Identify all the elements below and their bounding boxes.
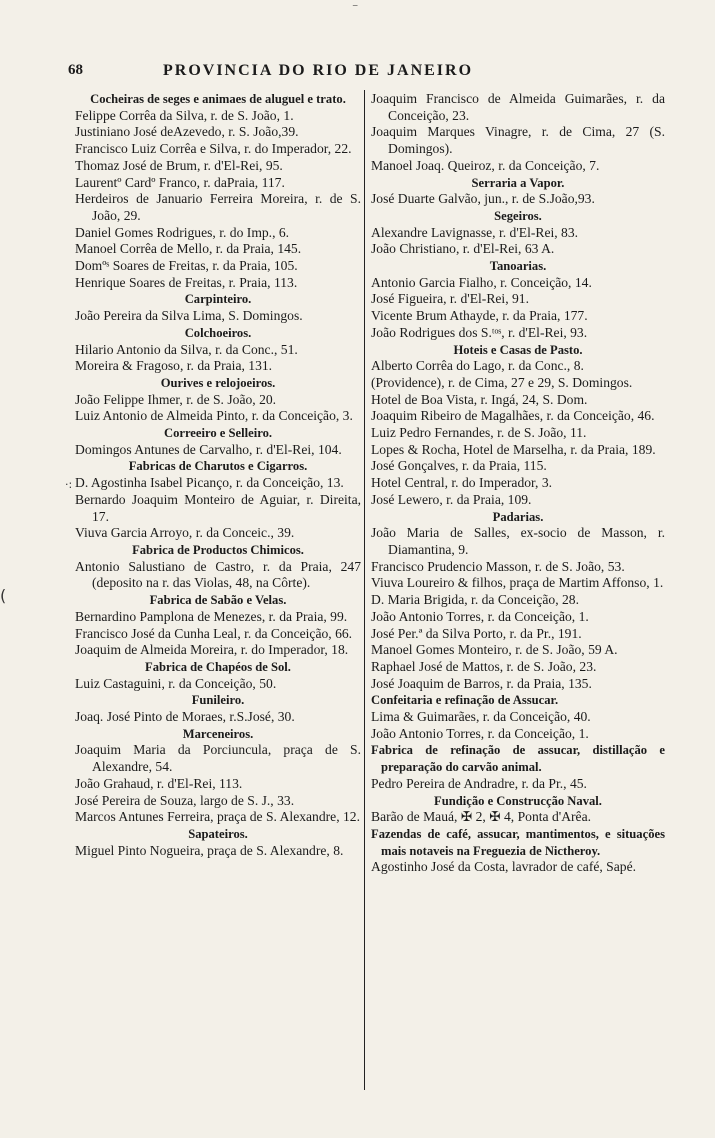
directory-entry: Bernardino Pamplona de Menezes, r. da Praia, 99. [75,608,348,624]
section-heading: Fabrica de Chapéos de Sol. [145,659,291,674]
directory-entry: Hotel Central, r. do Imperador, 3. [371,475,553,491]
section-heading: Hoteis e Casas de Pasto. [453,342,583,357]
directory-entry: Joaquim Marques Vinagre, r. de Cima, 27 (S. Domingos). [371,124,665,157]
directory-entry: Marcos Antunes Ferreira, praça de S. Alexandre, 12. [75,809,360,825]
directory-entry: Antonio Salustiano de Castro, r. da Praia, 247 (deposito na r. das Violas, 48, na Côrte). [75,558,361,591]
page-header [68,62,668,86]
section-heading: Serraria a Vapor. [471,175,565,190]
directory-entry: Francisco José da Cunha Leal, r. da Conceição, 66. [75,625,353,641]
directory-entry: Viuva Garcia Arroyo, r. da Conceic., 39. [75,525,295,541]
directory-entry: Alberto Corrêa do Lago, r. da Conc., 8. [371,358,584,374]
directory-entry: D. Maria Brigida, r. da Conceição, 28. [371,592,580,608]
directory-entry: Herdeiros de Januario Ferreira Moreira, r. de S. João, 29. [75,191,361,223]
section-heading: Ourives e relojoeiros. [160,375,276,390]
directory-entry: Vicente Brum Athayde, r. da Praia, 177. [371,308,588,324]
section-heading: Cocheiras de seges e animaes de aluguel e trato. [90,92,346,106]
directory-entry: (Providence), r. de Cima, 27 e 29, S. Domingos. [371,374,633,390]
directory-entry: Felippe Corrêa da Silva, r. de S. João, 1. [75,107,294,123]
section-heading: Padarias. [492,509,544,524]
section-heading: Funileiro. [191,693,245,708]
directory-entry: Daniel Gomes Rodrigues, r. do Imp., 6. [75,224,290,240]
stray-mark: ·: [65,478,73,491]
page-title: PROVINCIA DO RIO DE JANEIRO [163,62,474,79]
directory-entry: Domºˢ Soares de Freitas, r. da Praia, 105. [75,258,298,274]
section-heading: Carpinteiro. [184,292,252,307]
directory-entry: João Christiano, r. d'El-Rei, 63 A. [371,241,555,257]
directory-entry: Laurentº Cardº Franco, r. daPraia, 117. [75,174,285,190]
directory-entry: Joaq. José Pinto de Moraes, r.S.José, 30. [75,709,295,725]
directory-entry: João Maria de Salles, ex-socio de Masson, r. Diamantina, 9. [371,525,665,557]
directory-entry: Luiz Pedro Fernandes, r. de S. João, 11. [371,425,587,441]
edge-mark: ( [0,586,7,605]
directory-entry: Manoel Gomes Monteiro, r. de S. João, 59 A. [371,642,618,658]
directory-entry: Manoel Joaq. Queiroz, r. da Conceição, 7. [371,157,600,173]
directory-entry: João Antonio Torres, r. da Conceição, 1. [371,725,589,741]
directory-entry: Joaquim de Almeida Moreira, r. do Imperador, 18. [75,642,349,658]
section-heading: Colchoeiros. [184,325,252,340]
directory-entry: João Grahaud, r. d'El-Rei, 113. [75,775,243,791]
section-heading: Fabrica de Sabão e Velas. [149,593,287,608]
directory-entry: D. Agostinha Isabel Picanço, r. da Conceição, 13. [75,475,344,491]
section-heading: Confeitaria e refinação de Assucar. [371,693,559,708]
directory-entry: Justiniano José deAzevedo, r. S. João,39. [75,124,299,140]
directory-entry: Lopes & Rocha, Hotel de Marselha, r. da Praia, 189. [371,441,656,457]
top-mark: ⁻ [352,0,359,14]
directory-entry: Moreira & Fragoso, r. da Praia, 131. [75,358,273,374]
section-heading: Fundição e Construcção Naval. [434,793,602,808]
section-heading: Tanoarias. [489,259,547,274]
directory-entry: Viuva Loureiro & filhos, praça de Martim Affonso, 1. [371,575,664,591]
directory-entry: Agostinho José da Costa, lavrador de café, Sapé. [371,859,637,875]
section-heading: Fabrica de Productos Chimicos. [132,542,304,557]
directory-entry: José Duarte Galvão, jun., r. de S.João,93. [371,191,595,207]
directory-entry: Luiz Castaguini, r. da Conceição, 50. [75,675,277,691]
section-heading: Marceneiros. [182,726,254,741]
column-divider [364,90,365,1090]
directory-entry: Barão de Mauá, ✠ 2, ✠ 4, Ponta d'Arêa. [371,809,592,825]
directory-entry: Miguel Pinto Nogueira, praça de S. Alexandre, 8. [75,842,344,858]
directory-entry: Francisco Prudencio Masson, r. de S. João, 53. [371,558,625,574]
section-heading: Fabricas de Charutos e Cigarros. [128,459,308,474]
directory-entry: José Per.ª da Silva Porto, r. da Pr., 191. [371,625,582,641]
directory-entry: Raphael José de Mattos, r. de S. João, 23. [371,658,597,674]
directory-entry: Hotel de Boa Vista, r. Ingá, 24, S. Dom. [371,391,588,407]
directory-entry: Domingos Antunes de Carvalho, r. d'El-Rei, 104. [75,441,342,457]
directory-entry: Joaquim Ribeiro de Magalhães, r. da Conceição, 46. [371,408,655,424]
directory-entry: Henrique Soares de Freitas, r. Praia, 113. [75,274,298,290]
directory-entry: José Figueira, r. d'El-Rei, 91. [371,291,530,307]
directory-entry: Thomaz José de Brum, r. d'El-Rei, 95. [75,157,283,173]
section-heading: Sapateiros. [188,826,248,841]
directory-entry: Joaquim Francisco de Almeida Guimarães, r. da Conceição, 23. [371,91,665,123]
directory-entry: João Pereira da Silva Lima, S. Domingos. [75,308,303,324]
directory-entry: José Joaquim de Barros, r. da Praia, 135. [371,675,592,691]
directory-entry: Francisco Luiz Corrêa e Silva, r. do Imperador, 22. [75,141,352,157]
directory-entry: João Antonio Torres, r. da Conceição, 1. [371,608,589,624]
directory-entry: Luiz Antonio de Almeida Pinto, r. da Conceição, 3. [75,408,353,424]
page-number: 68 [68,62,83,78]
directory-entry: José Lewero, r. da Praia, 109. [371,491,532,507]
section-heading: Segeiros. [494,208,542,223]
directory-entry: José Pereira de Souza, largo de S. J., 33. [75,792,295,808]
directory-entry: Antonio Garcia Fialho, r. Conceição, 14. [371,274,592,290]
directory-entry: Manoel Corrêa de Mello, r. da Praia, 145. [75,241,302,257]
directory-entry: João Rodrigues dos S.ᵗᵒˢ, r. d'El-Rei, 93. [371,324,588,340]
right-column [371,91,665,876]
directory-entry: João Felippe Ihmer, r. de S. João, 20. [75,391,277,407]
directory-entry: Pedro Pereira de Andradre, r. da Pr., 45. [371,775,587,791]
left-column [75,91,361,859]
directory-entry: José Gonçalves, r. da Praia, 115. [371,458,547,474]
section-heading: Fazendas de café, assucar, mantimentos, e situações mais notaveis na Freguezia de Nictheroy. [371,826,665,858]
directory-entry: Bernardo Joaquim Monteiro de Aguiar, r. Direita, 17. [75,491,361,524]
section-heading: Fabrica de refinação de assucar, distillação e preparação do carvão animal. [371,743,665,775]
directory-entry: Alexandre Lavignasse, r. d'El-Rei, 83. [371,224,579,240]
section-heading: Correeiro e Selleiro. [163,426,273,441]
directory-entry: Lima & Guimarães, r. da Conceição, 40. [371,709,591,725]
directory-entry: Hilario Antonio da Silva, r. da Conc., 51. [75,341,298,357]
directory-entry: Joaquim Maria da Porciuncula, praça de S. Alexandre, 54. [75,742,361,775]
